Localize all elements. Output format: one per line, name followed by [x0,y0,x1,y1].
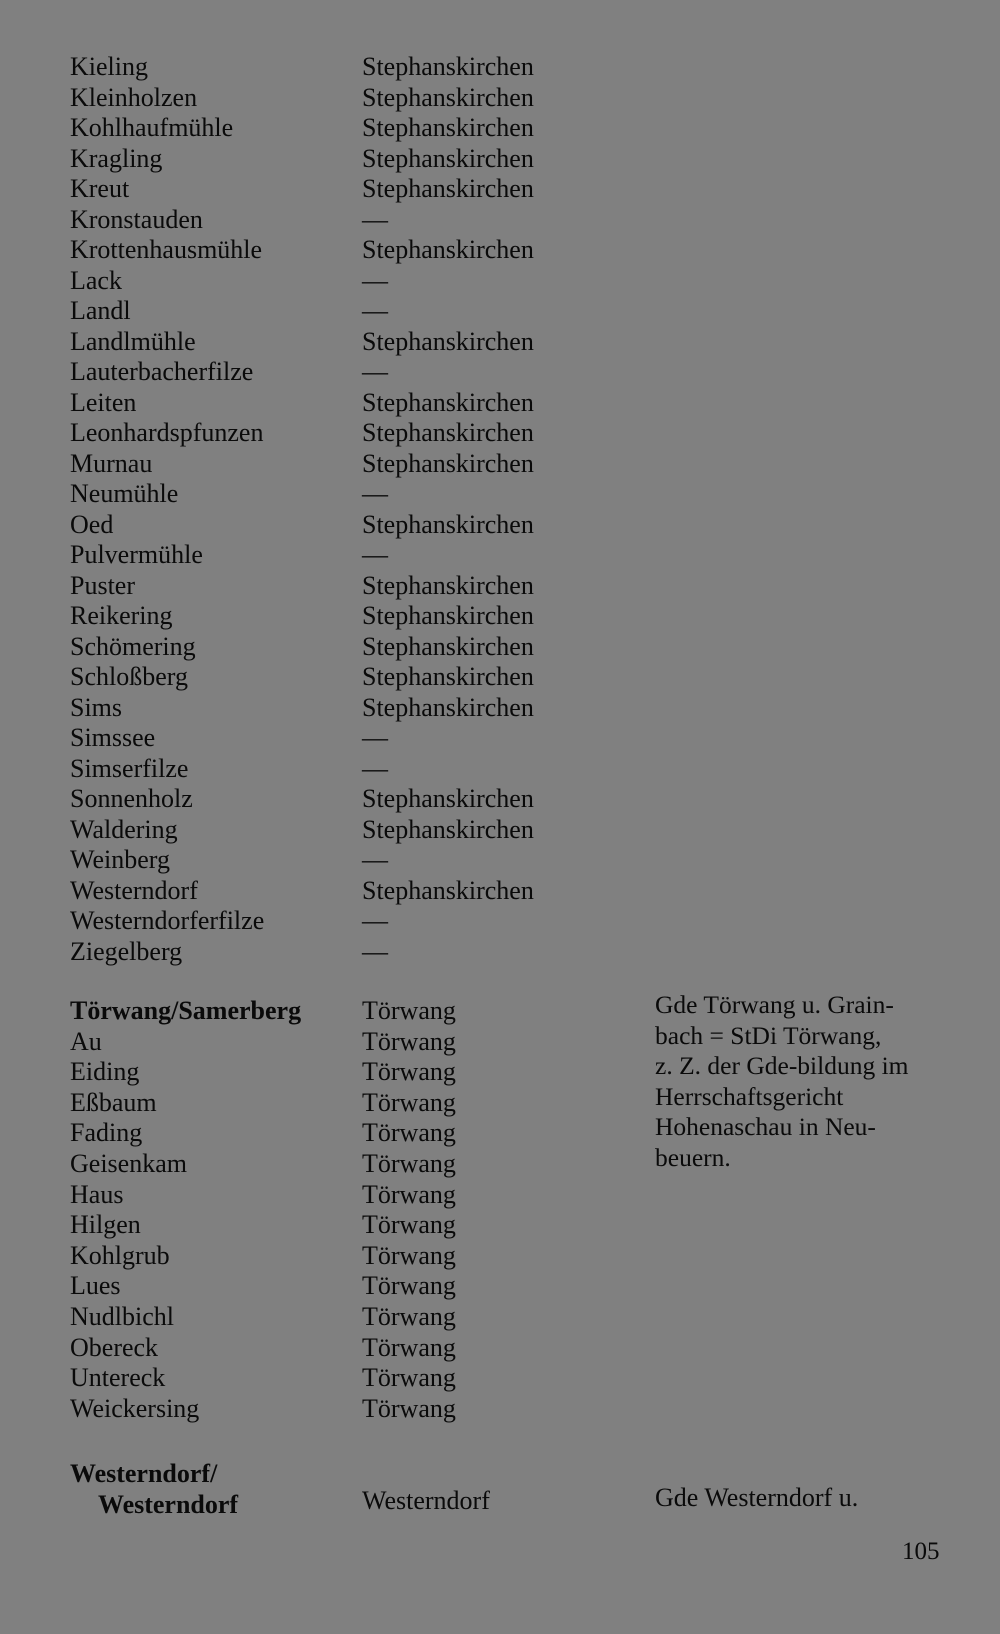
place-name: Westerndorf [70,875,198,905]
parish-name: Stephanskirchen [362,174,534,203]
parish-name: — [362,723,388,752]
parish-name: Törwang [362,1271,456,1301]
parish-name: — [362,753,388,783]
parish-name: Westerndorf [362,1486,490,1515]
place-name: Lack [70,265,122,295]
place-name: Westerndorferfilze [70,906,265,935]
parish-name: Stephanskirchen [362,387,534,417]
parish-name: Törwang [362,1301,456,1331]
place-name: Krottenhausmühle [70,235,263,264]
place-name: Puster [70,570,135,600]
place-name: Kohlhaufmühle [70,113,234,142]
parish-name: Stephanskirchen [362,601,534,630]
place-name: Kieling [70,52,148,81]
place-name: Au [70,1026,102,1056]
parish-name: — [362,296,388,325]
note-line: z. Z. der Gde-bildung im [655,1051,909,1080]
parish-name: Stephanskirchen [362,662,534,691]
parish-name: Törwang [362,1148,456,1178]
parish-name: Törwang [362,1210,456,1240]
place-name: Ziegelberg [70,936,183,966]
place-name: Hilgen [70,1210,141,1240]
place-name: Kreut [70,174,130,203]
place-name: Eßbaum [70,1087,157,1117]
parish-name: Stephanskirchen [362,113,534,142]
place-name: Sims [70,692,123,722]
section2-places [70,996,340,1424]
parish-name: Stephanskirchen [362,509,534,539]
parish-name: Törwang [362,1026,456,1056]
parish-name: Törwang [362,996,456,1025]
parish-name: Törwang [362,1057,456,1087]
place-name: Oed [70,509,114,539]
parish-name: Törwang [362,1179,456,1209]
place-name: Waldering [70,814,178,844]
note-line: Gde Westerndorf u. [655,1483,859,1512]
parish-name: Stephanskirchen [362,143,534,173]
place-name: Schömering [70,631,196,661]
place-name: Leiten [70,387,137,417]
place-name: Untereck [70,1363,166,1393]
parish-name: — [362,204,388,234]
place-name: Kohlgrub [70,1240,170,1270]
place-name: Reikering [70,601,173,630]
parish-name: Stephanskirchen [362,570,534,600]
parish-name: Stephanskirchen [362,52,534,81]
place-name: Kronstauden [70,204,203,234]
section2-note [655,990,955,1173]
parish-name: Stephanskirchen [362,631,534,661]
section-heading-line2: Westerndorf [98,1489,239,1519]
place-name: Neumühle [70,479,179,508]
place-name: Nudlbichl [70,1301,174,1331]
section1-parishes [362,52,622,967]
page-number: 105 [902,1538,940,1565]
section3-heading [70,1459,340,1520]
place-name: Weickersing [70,1393,200,1423]
place-name: Schloßberg [70,662,188,691]
place-name: Eiding [70,1057,140,1087]
parish-name: Törwang [362,1240,456,1270]
parish-name: Stephanskirchen [362,418,534,447]
section1-places [70,52,340,967]
place-name: Lauterbacherfilze [70,357,254,386]
parish-name: Stephanskirchen [362,448,534,478]
section3-note [655,1483,955,1514]
note-line: beuern. [655,1142,731,1172]
parish-name: Stephanskirchen [362,326,534,356]
parish-name: — [362,265,388,295]
place-name: Weinberg [70,845,170,874]
parish-name: Stephanskirchen [362,692,534,722]
parish-name: — [362,906,388,935]
place-name: Leonhardspfunzen [70,418,264,447]
parish-name: Stephanskirchen [362,814,534,844]
parish-name: — [362,479,388,508]
place-name: Landl [70,296,131,325]
place-name: Simssee [70,723,156,752]
place-name: Kragling [70,143,163,173]
parish-name: — [362,540,388,569]
parish-name: — [362,845,388,874]
parish-name: — [362,936,388,966]
parish-name: Törwang [362,1393,456,1423]
place-name: Geisenkam [70,1148,187,1178]
place-name: Haus [70,1179,124,1209]
note-line: Hohenaschau in Neu- [655,1112,876,1141]
note-line: Herrschaftsgericht [655,1081,844,1111]
section-heading: Törwang/Samerberg [70,996,302,1025]
parish-name: Stephanskirchen [362,875,534,905]
note-line: bach = StDi Törwang, [655,1020,882,1050]
place-name: Lues [70,1271,121,1301]
place-name: Landlmühle [70,326,196,356]
parish-name: Törwang [362,1118,456,1148]
parish-name: — [362,357,388,386]
parish-name: Törwang [362,1332,456,1362]
parish-name: Stephanskirchen [362,784,534,813]
place-name: Simserfilze [70,753,189,783]
place-name: Sonnenholz [70,784,193,813]
place-name: Obereck [70,1332,159,1362]
place-name: Murnau [70,448,153,478]
place-name: Pulvermühle [70,540,203,569]
parish-name: Stephanskirchen [362,235,534,264]
place-name: Fading [70,1118,143,1148]
section2-parishes [362,996,622,1424]
parish-name: Törwang [362,1363,456,1393]
place-name: Kleinholzen [70,82,198,112]
section-heading-line1: Westerndorf/ [70,1459,218,1488]
note-line: Gde Törwang u. Grain- [655,990,894,1019]
parish-name: Stephanskirchen [362,82,534,112]
parish-name: Törwang [362,1087,456,1117]
section3-parish [362,1486,622,1517]
